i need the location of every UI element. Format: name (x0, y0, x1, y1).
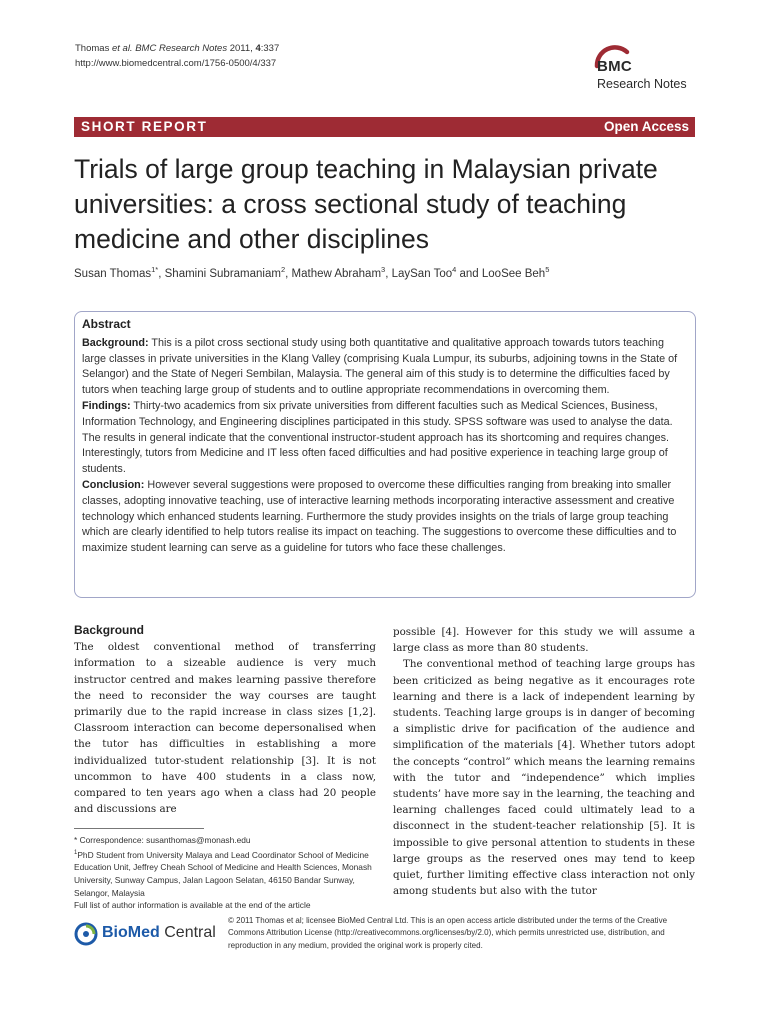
author-affiliation-mark: 4 (452, 265, 457, 274)
body-paragraph: The conventional method of teaching large groups has been criticized as being negative as it encourages rote learning and there is a lack of independent learning by students. Teaching large groups is in danger of becoming a simplistic drive for pacification of the audience and simplification of the materials [4]. Whether tutors adopt the concepts “control” which means the learning remains with the tutor and “independence” which implies students’ have more say in the learning, the teaching and learning challenges faced could ultimately lead to a disconnect in the student-teacher relationship [5]. It is impossible to give personal attention to students in these large groups as the reserved ones may tend to keep quiet, further limiting effective class interaction not only among students but also with the tutor (393, 658, 695, 898)
author-name: Mathew Abraham (291, 267, 382, 280)
abstract-text: This is a pilot cross sectional study using both quantitative and qualitative approach towards tutors teaching large classes in private universities in the Klang Valley (comprising Kuala Lumpur, its suburbs, adjoining towns in the State of Selangor) and the State of Negeri Sembilan, Malaysia. The general aim of this study is to determine the difficulties faced by tutors when teaching large group of students and to outline appropriate recommendations in overcoming them. (82, 337, 678, 396)
affiliation-text: PhD Student from University Malaya and Lead Coordinator School of Medicine Education Unit, Jeffrey Cheah School of Medicine and Health Sciences, Monash University, Sunway Campus, Jalan Lagoon Selatan, 46150 Bandar Sunway, Selangor, Malaysia (74, 849, 372, 898)
logo-bmc: BMC (597, 58, 633, 75)
section-heading: Background (74, 623, 145, 637)
journal-logo (585, 44, 700, 100)
author-affiliation-mark: 1* (151, 265, 159, 274)
body-paragraph: The oldest conventional method of transferring information to a sizeable audience is very much instructor centred and makes learning passive therefore the need to reconsider the way courses are taught primarily due to the rapid increase in class sizes [1,2]. Classroom interaction can become depersonalised when the tutor has difficulties in establishing a more individualized tutor-student relationship [3]. It is not uncommon to have 400 students in a class now, compared to ten years ago when a class had 20 people and discussions are (74, 641, 376, 816)
footnote-divider (74, 828, 204, 829)
body-column-right (393, 624, 695, 899)
citation-volume: 4 (255, 43, 261, 54)
abstract-background (82, 336, 688, 398)
publisher-logo (74, 920, 224, 950)
abstract-findings (82, 399, 688, 477)
author-list (74, 265, 549, 280)
citation-line (75, 41, 279, 56)
abstract-label: Background: (82, 337, 149, 349)
citation-author: Thomas (75, 43, 110, 54)
author-separator: , (285, 267, 292, 280)
affiliation-note (74, 847, 376, 900)
body-column-left (74, 622, 376, 817)
abstract-label: Findings: (82, 400, 131, 413)
author-affiliation-mark: 2 (280, 265, 286, 274)
abstract-text: Thirty-two academics from six private universities from different faculties such as Medical Sciences, Business, Information Technology, and Engineering disciplines participated in this study. SPSS software was used to analyse the data. The results in general indicate that the conventional instructor-student approach has its shortcoming and requires changes. Interestingly, tutors from Medicine and IT less often faced difficulties and had positive experience in teaching large group of students. (82, 400, 673, 475)
article-url[interactable]: http://www.biomedcentral.com/1756-0500/4/337 (75, 58, 277, 69)
citation-year: 2011, (229, 43, 253, 54)
affiliation-mark: 1 (74, 849, 78, 856)
abstract-conclusion (82, 478, 688, 556)
license-text: © 2011 Thomas et al; licensee BioMed Central Ltd. This is an open access article distributed under the terms of the Creative Commons Attribution License (http://creativecommons.org/licenses/by/2.0), which permits unrestricted use, distribution, and reproduction in any medium, provided the original work is properly cited. (228, 916, 668, 950)
publisher-name (102, 924, 216, 942)
article-type: SHORT REPORT (81, 119, 208, 134)
correspondence-note: * Correspondence: susanthomas@monash.edu (74, 835, 251, 845)
abstract-box (74, 311, 696, 598)
publisher-bio: BioMed (102, 924, 160, 941)
abstract-text: However several suggestions were proposed to overcome these difficulties ranging from breaking into smaller classes, adopting innovative teaching, use of interactive learning methods incorporating interactive assessment and creative technology which enhanced students learning. Furthermore the study provides insights on the trials of large group teaching which are clearly identified to help tutors realise its impact on teaching. The suggestions to overcome these difficulties and to maximize student learning can serve as a guideline for tutors who face these challenges. (82, 479, 677, 554)
body-paragraph: possible [4]. However for this study we will assume a large class as more than 80 students. (393, 626, 695, 655)
author-separator: , (158, 267, 165, 280)
publisher-central: Central (164, 924, 216, 941)
open-access-label: Open Access (603, 119, 689, 134)
article-title: Trials of large group teaching in Malaysian private universities: a cross sectional study of teaching medicine and other disciplines (74, 154, 658, 254)
citation-et-al: et al. (111, 43, 133, 54)
logo-research-notes: Research Notes (597, 77, 687, 91)
citation-journal: BMC Research Notes (135, 43, 228, 54)
abstract-label: Conclusion: (82, 479, 145, 492)
footnotes (74, 834, 376, 912)
author-info-note: Full list of author information is available at the end of the article (74, 900, 311, 911)
author-separator: and (456, 267, 482, 280)
author-name: Susan Thomas (74, 267, 152, 280)
citation-article: :337 (260, 43, 280, 54)
author-name: LaySan Too (391, 267, 453, 280)
author-affiliation-mark: 3 (381, 265, 386, 274)
author-affiliation-mark: 5 (545, 265, 550, 274)
biomed-swirl-icon (74, 922, 98, 946)
abstract-body (82, 336, 688, 557)
article-type-banner (74, 117, 695, 137)
abstract-heading: Abstract (82, 317, 131, 331)
author-name: LooSee Beh (481, 267, 546, 280)
author-name: Shamini Subramaniam (164, 267, 281, 280)
citation-header (75, 41, 279, 71)
author-separator: , (385, 267, 392, 280)
